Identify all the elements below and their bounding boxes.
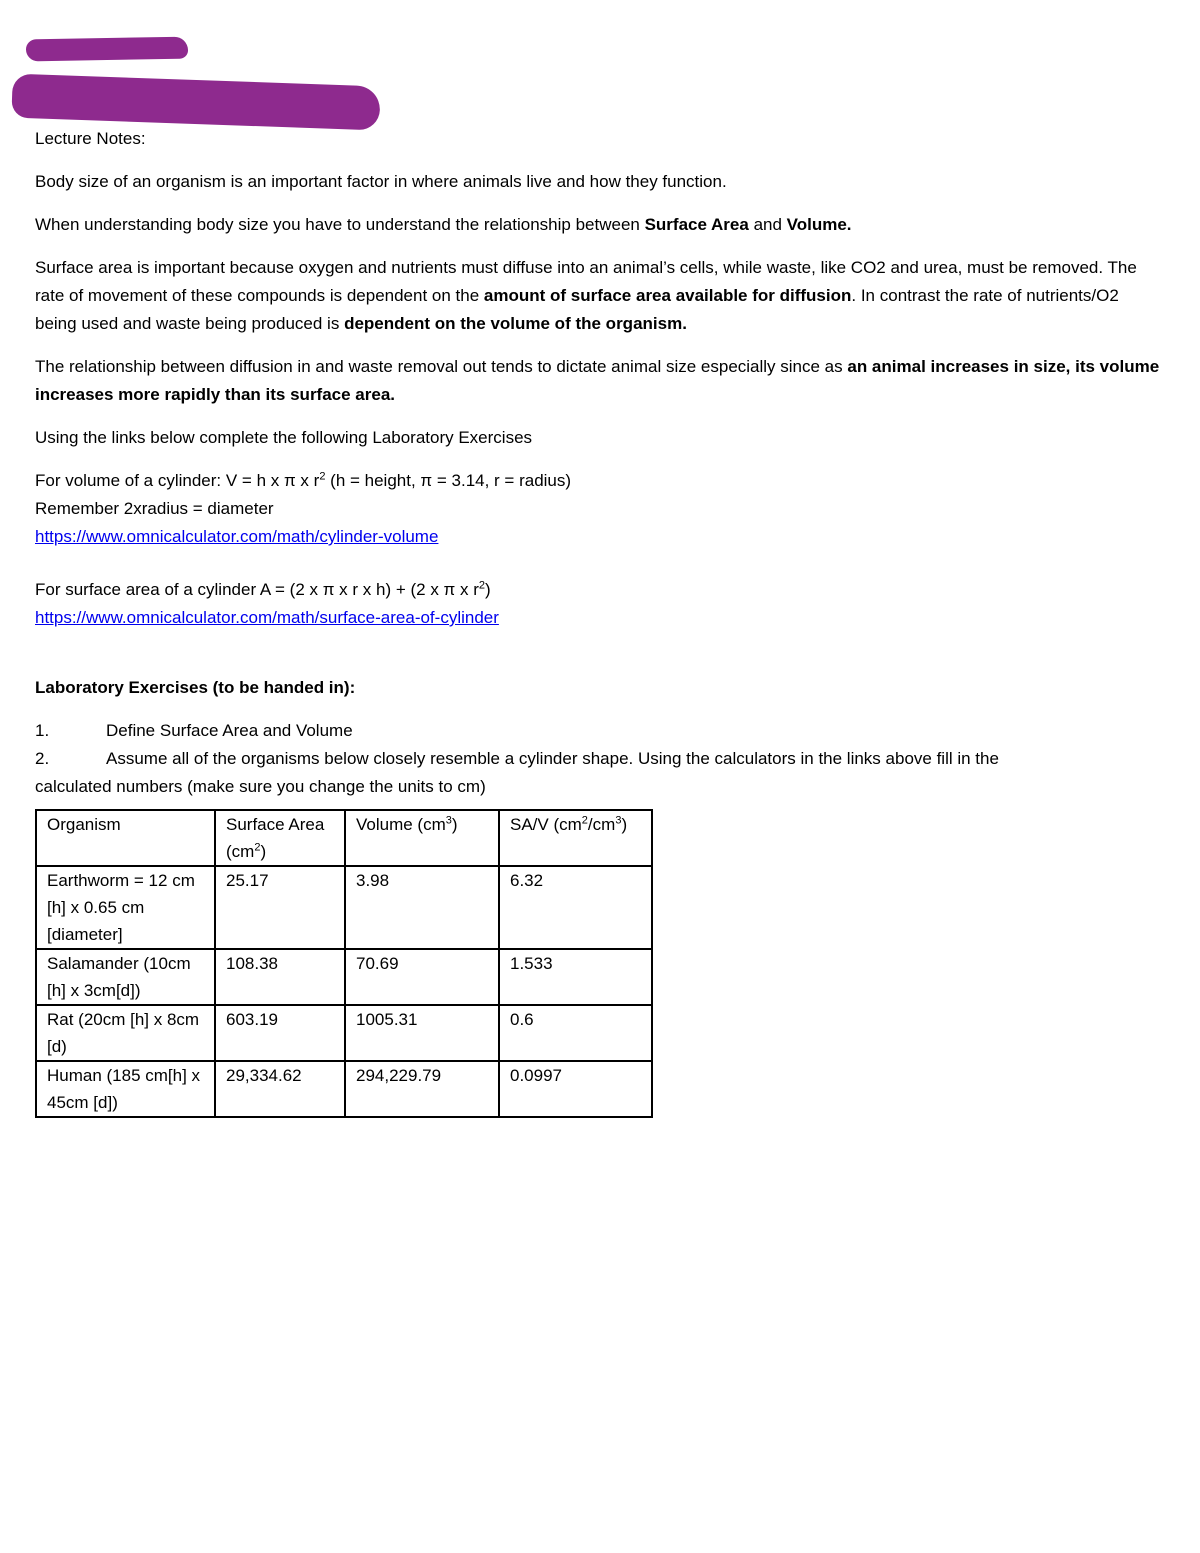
superscript: 2 [319,470,326,483]
list-item [35,745,1165,773]
bold-text: dependent on the volume of the organism. [344,314,687,333]
paragraph-body-size: Body size of an organism is an important factor in where animals live and how they function. [35,172,727,191]
cell-surface-area: 108.38 [215,949,345,1005]
volume-formula [35,467,1165,495]
table-row [36,1061,652,1117]
header-surface-area [215,810,345,866]
text-run: For volume of a cylinder: V = h x π x r [35,471,320,490]
text-run: For surface area of a cylinder A = (2 x π x r x h) + (2 x π x r [35,580,479,599]
list-number: 2. [35,749,50,768]
cell-surface-area: 25.17 [215,866,345,949]
table-row [36,1005,652,1061]
superscript: 2 [254,841,261,854]
text-run: /cm [587,815,616,834]
list-text: Define Surface Area and Volume [106,721,353,740]
cell-organism: Earthworm = 12 cm [h] x 0.65 cm [diameter] [36,866,215,949]
table-header-row [36,810,652,866]
list-continuation: calculated numbers (make sure you change the units to cm) [35,777,486,796]
surface-area-link[interactable]: https://www.omnicalculator.com/math/surface-area-of-cylinder [35,608,499,627]
bold-text: amount of surface area available for diffusion [483,286,852,305]
bold-text: Surface Area [644,215,749,234]
text-run: The relationship between diffusion in and waste removal out tends to dictate animal size especially since as [35,357,848,376]
text-run: Surface Area (cm [226,815,325,861]
superscript: 3 [615,814,622,827]
cell-ratio: 1.533 [499,949,652,1005]
superscript: 3 [445,814,452,827]
cylinder-volume-link[interactable]: https://www.omnicalculator.com/math/cylinder-volume [35,527,439,546]
superscript: 2 [581,814,588,827]
text-run: and [748,215,787,234]
header-ratio [499,810,652,866]
redaction-mark-name [26,37,188,62]
text-run: When understanding body size you have to understand the relationship between [35,215,645,234]
list-item [35,717,1165,745]
superscript: 2 [478,579,486,592]
cell-ratio: 0.6 [499,1005,652,1061]
text-run: ) [485,580,491,599]
cell-volume: 3.98 [345,866,499,949]
header-volume [345,810,499,866]
list-number: 1. [35,721,50,740]
bold-text: Volume. [786,215,852,234]
text-run: Surface area is important because oxygen and nutrients must diffuse into an animal’s cells, while waste, like CO2 and urea, must be removed. The rate of movement of these compounds is dependent on the [35,258,1137,305]
paragraph-instructions: Using the links below complete the following Laboratory Exercises [35,428,533,447]
header-organism: Organism [36,810,215,866]
bold-text: an animal increases in size, its volume increases more rapidly than its surface area. [35,357,1160,404]
cell-ratio: 6.32 [499,866,652,949]
cell-organism: Human (185 cm[h] x 45cm [d]) [36,1061,215,1117]
text-run: ) [621,815,628,834]
cell-organism: Salamander (10cm [h] x 3cm[d]) [36,949,215,1005]
redaction-mark-info [11,74,380,131]
bold-text: Laboratory Exercises (to be handed in): [35,678,356,697]
cell-surface-area: 29,334.62 [215,1061,345,1117]
cell-surface-area: 603.19 [215,1005,345,1061]
organism-table [35,809,653,1118]
surface-area-formula [35,576,1165,604]
lecture-notes-label: Lecture Notes: [35,129,146,148]
document-body [35,125,1165,1118]
table-row [36,866,652,949]
cell-volume: 1005.31 [345,1005,499,1061]
cell-volume: 294,229.79 [345,1061,499,1117]
list-text: Assume all of the organisms below closely resemble a cylinder shape. Using the calculators in the links above fill in the [106,749,999,768]
paragraph-sa-volume [35,211,1165,239]
cell-ratio: 0.0997 [499,1061,652,1117]
table-row [36,949,652,1005]
text-run: SA/V (cm [510,815,582,834]
paragraph-relationship [35,353,1165,409]
text-run: . In contrast the rate of nutrients/O2 being used and waste being produced is [35,286,1119,333]
text-run: Volume (cm [356,815,446,834]
exercises-heading [35,674,1165,702]
text-run: (h = height, π = 3.14, r = radius) [325,471,572,490]
text-run: ) [451,815,458,834]
diameter-reminder: Remember 2xradius = diameter [35,499,274,518]
text-run: ) [260,842,267,861]
cell-volume: 70.69 [345,949,499,1005]
cell-organism: Rat (20cm [h] x 8cm [d) [36,1005,215,1061]
paragraph-diffusion [35,254,1165,338]
